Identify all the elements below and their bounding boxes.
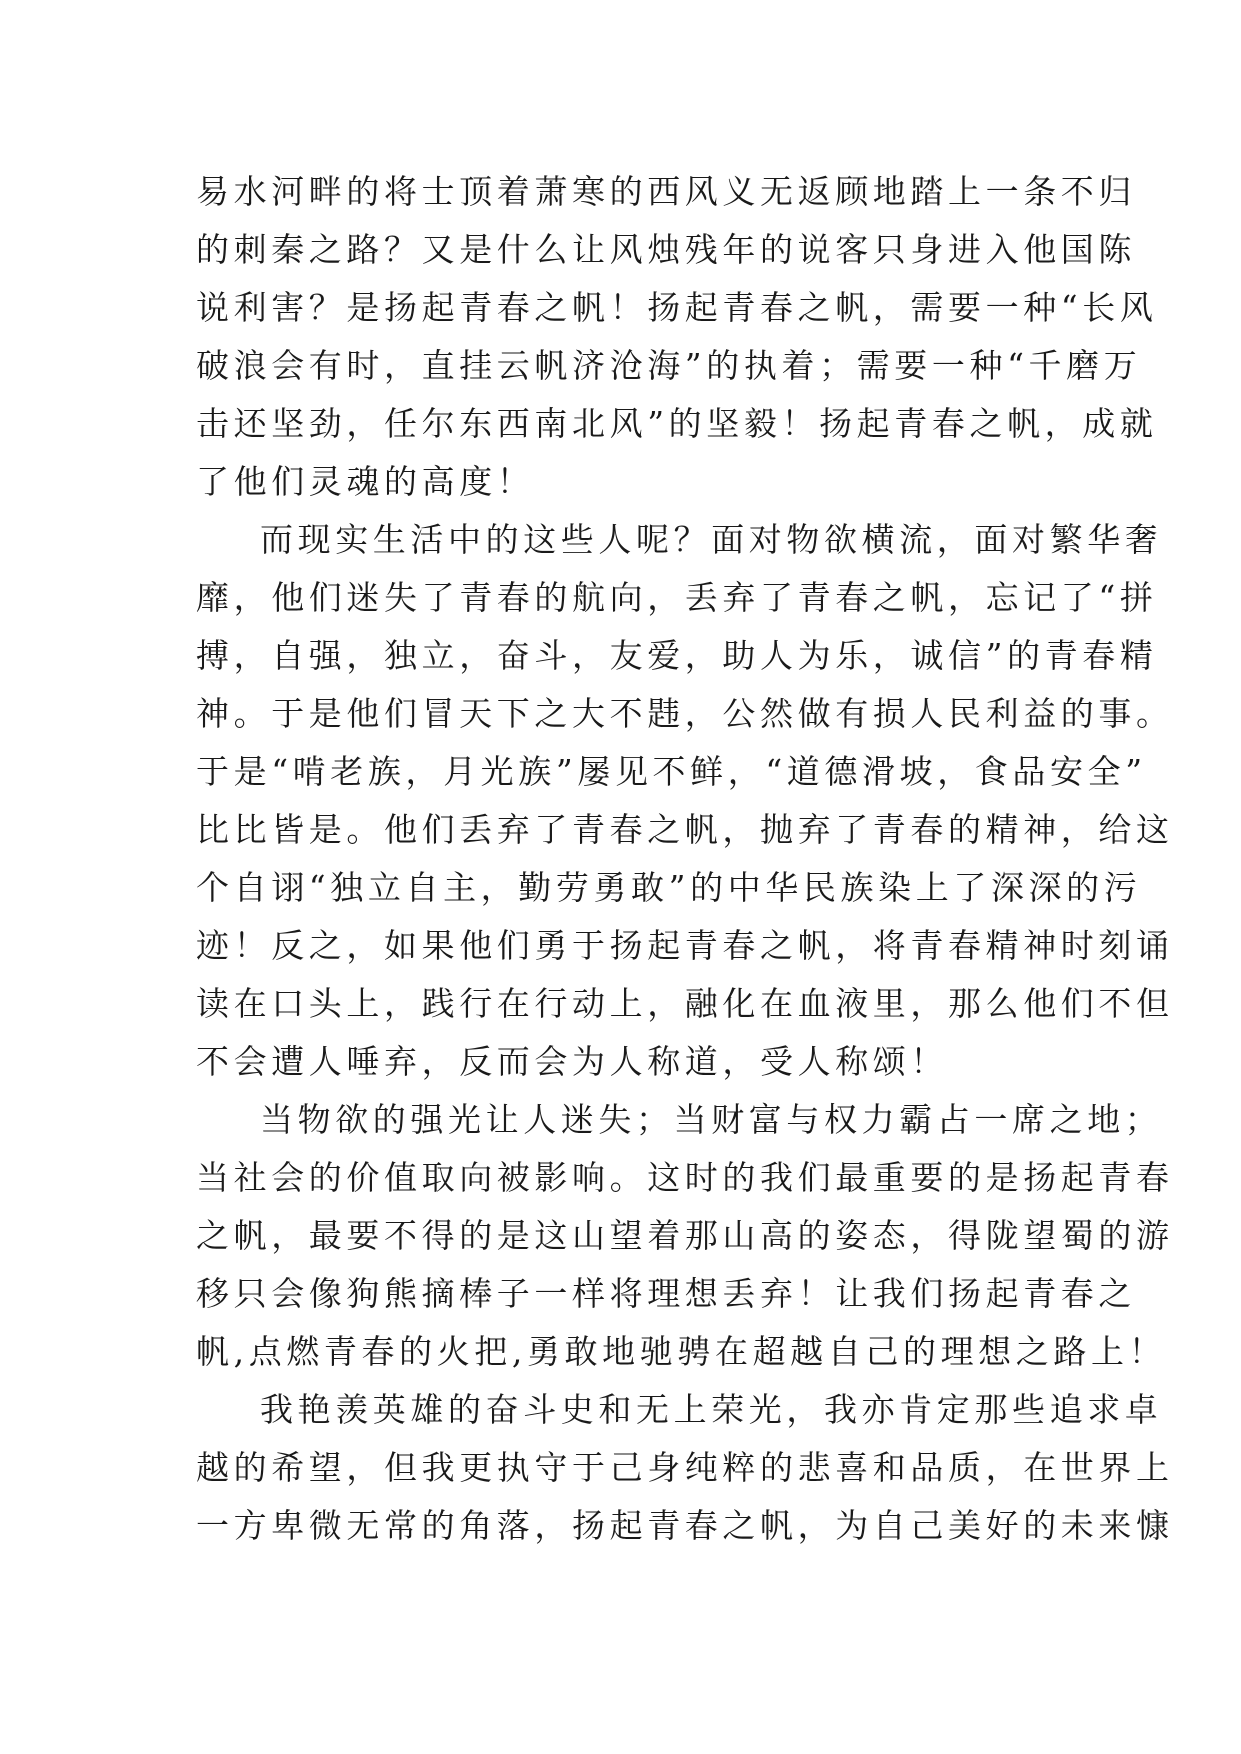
- text-line: 一方卑微无常的角落，扬起青春之帆，为自己美好的未来慷: [196, 1506, 1174, 1545]
- text-line: 当社会的价值取向被影响。这时的我们最重要的是扬起青春: [196, 1158, 1174, 1197]
- text-line: 我艳羡英雄的奋斗史和无上荣光，我亦肯定那些追求卓: [260, 1390, 1163, 1429]
- text-line: 于是“啃老族，月光族”屡见不鲜，“道德滑坡，食品安全”: [196, 752, 1147, 791]
- text-line: 神。于是他们冒天下之大不韪，公然做有损人民利益的事。: [196, 694, 1174, 733]
- text-line: 击还坚劲，任尔东西南北风”的坚毅！扬起青春之帆，成就: [196, 404, 1158, 443]
- text-line: 破浪会有时，直挂云帆济沧海”的执着；需要一种“千磨万: [196, 346, 1142, 385]
- text-line: 搏，自强，独立，奋斗，友爱，助人为乐，诚信”的青春精: [196, 636, 1158, 675]
- text-line: 之帆，最要不得的是这山望着那山高的姿态，得陇望蜀的游: [196, 1216, 1174, 1255]
- text-line: 移只会像狗熊摘棒子一样将理想丢弃！让我们扬起青春之: [196, 1274, 1136, 1313]
- text-line: 不会遭人唾弃，反而会为人称道，受人称颂！: [196, 1042, 948, 1081]
- text-line: 个自诩“独立自主，勤劳勇敢”的中华民族染上了深深的污: [196, 868, 1142, 907]
- text-line: 而现实生活中的这些人呢？面对物欲横流，面对繁华奢: [260, 520, 1163, 559]
- text-line: 迹！反之，如果他们勇于扬起青春之帆，将青春精神时刻诵: [196, 926, 1174, 965]
- essay-body: [196, 163, 1174, 1555]
- text-line: 说利害？是扬起青春之帆！扬起青春之帆，需要一种“长风: [196, 288, 1158, 327]
- text-line: 靡，他们迷失了青春的航向，丢弃了青春之帆，忘记了“拼: [196, 578, 1158, 617]
- text-line: 越的希望，但我更执守于己身纯粹的悲喜和品质，在世界上: [196, 1448, 1174, 1487]
- text-line: 了他们灵魂的高度！: [196, 462, 535, 501]
- text-line: 读在口头上，践行在行动上，融化在血液里，那么他们不但: [196, 984, 1174, 1023]
- text-line: 易水河畔的将士顶着萧寒的西风义无返顾地踏上一条不归: [196, 172, 1136, 211]
- text-line: 比比皆是。他们丢弃了青春之帆，抛弃了青春的精神，给这: [196, 810, 1174, 849]
- text-line: 帆,点燃青春的火把,勇敢地驰骋在超越自己的理想之路上！: [196, 1332, 1167, 1371]
- text-line: 的刺秦之路？又是什么让风烛残年的说客只身进入他国陈: [196, 230, 1136, 269]
- text-line: 当物欲的强光让人迷失；当财富与权力霸占一席之地；: [260, 1100, 1163, 1139]
